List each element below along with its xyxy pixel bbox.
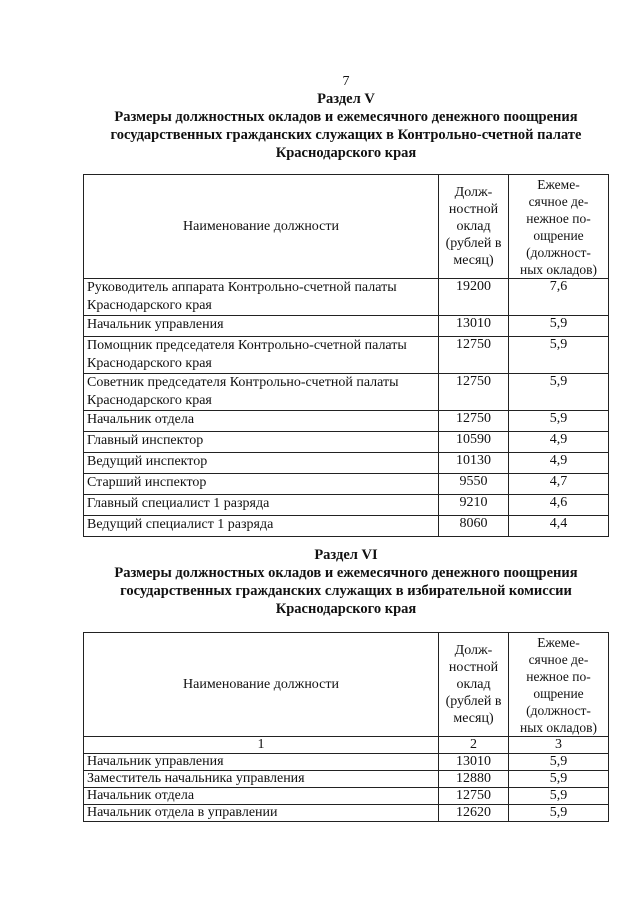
table-header-row [84, 175, 609, 279]
section-6-subtitle-line: государственных гражданских служащих в избирательной комиссии [120, 583, 572, 599]
bonus-cell: 5,9 [509, 788, 609, 805]
bonus-cell: 5,9 [509, 337, 609, 374]
table-row [84, 316, 609, 337]
header-salary: Долж- ностной оклад (рублей в месяц) [439, 175, 509, 279]
table-row [84, 337, 609, 374]
bonus-cell: 4,6 [509, 495, 609, 516]
position-name-cell: Начальник отдела [84, 788, 439, 805]
position-name-cell: Начальник управления [84, 316, 439, 337]
bonus-cell: 5,9 [509, 411, 609, 432]
section-5-heading [80, 90, 612, 162]
bonus-cell: 4,7 [509, 474, 609, 495]
header-monthly-bonus: Ежеме- сячное де- нежное по- ощрение (должност- ных окладов) [509, 175, 609, 279]
column-number: 2 [439, 737, 509, 754]
salary-cell: 13010 [439, 754, 509, 771]
section-5-subtitle-line: государственных гражданских служащих в Контрольно-счетной палате [110, 127, 582, 143]
salary-cell: 13010 [439, 316, 509, 337]
position-name-cell: Главный специалист 1 разряда [84, 495, 439, 516]
section-6-heading [80, 546, 612, 618]
header-position-name: Наименование должности [84, 633, 439, 737]
page-number: 7 [342, 74, 350, 89]
position-name-cell: Начальник отдела [84, 411, 439, 432]
salary-cell: 8060 [439, 516, 509, 537]
table-header-row [84, 633, 609, 737]
position-name-cell: Ведущий инспектор [84, 453, 439, 474]
bonus-cell: 5,9 [509, 374, 609, 411]
bonus-cell: 4,9 [509, 453, 609, 474]
section-5-title: Раздел V [317, 91, 375, 107]
salary-cell: 9550 [439, 474, 509, 495]
position-name-cell: Ведущий специалист 1 разряда [84, 516, 439, 537]
bonus-cell: 5,9 [509, 754, 609, 771]
bonus-cell: 7,6 [509, 279, 609, 316]
position-name-cell: Заместитель начальника управления [84, 771, 439, 788]
position-name-cell: Главный инспектор [84, 432, 439, 453]
table-row [84, 771, 609, 788]
section-5-subtitle-line: Размеры должностных окладов и ежемесячного денежного поощрения [114, 109, 578, 125]
column-number: 3 [509, 737, 609, 754]
salary-cell: 12620 [439, 805, 509, 822]
position-name-cell: Руководитель аппарата Контрольно-счетной палаты Краснодарского края [84, 279, 439, 316]
table-row [84, 411, 609, 432]
salary-cell: 19200 [439, 279, 509, 316]
bonus-cell: 4,4 [509, 516, 609, 537]
salary-cell: 12750 [439, 337, 509, 374]
salary-cell: 12750 [439, 374, 509, 411]
section-6-subtitle-line: Краснодарского края [275, 601, 417, 617]
table-row [84, 805, 609, 822]
position-name-cell: Начальник отдела в управлении [84, 805, 439, 822]
table-row [84, 432, 609, 453]
position-name-cell: Начальник управления [84, 754, 439, 771]
table-row [84, 495, 609, 516]
salary-cell: 9210 [439, 495, 509, 516]
table-row [84, 516, 609, 537]
bonus-cell: 5,9 [509, 771, 609, 788]
salary-cell: 10130 [439, 453, 509, 474]
bonus-cell: 5,9 [509, 805, 609, 822]
column-number: 1 [84, 737, 439, 754]
salary-cell: 12880 [439, 771, 509, 788]
position-name-cell: Помощник председателя Контрольно-счетной палаты Краснодарского края [84, 337, 439, 374]
header-salary: Долж- ностной оклад (рублей в месяц) [439, 633, 509, 737]
table-row [84, 474, 609, 495]
position-name-cell: Советник председателя Контрольно-счетной палаты Краснодарского края [84, 374, 439, 411]
table-row [84, 374, 609, 411]
salary-cell: 12750 [439, 411, 509, 432]
bonus-cell: 5,9 [509, 316, 609, 337]
bonus-cell: 4,9 [509, 432, 609, 453]
header-monthly-bonus: Ежеме- сячное де- нежное по- ощрение (должност- ных окладов) [509, 633, 609, 737]
table-row [84, 279, 609, 316]
table-row [84, 788, 609, 805]
header-position-name: Наименование должности [84, 175, 439, 279]
section-6-title: Раздел VI [314, 547, 378, 563]
table-row [84, 453, 609, 474]
section-5-subtitle-line: Краснодарского края [275, 145, 417, 161]
salary-cell: 12750 [439, 788, 509, 805]
section-6-salary-table [83, 632, 609, 822]
table-row [84, 754, 609, 771]
section-6-subtitle-line: Размеры должностных окладов и ежемесячного денежного поощрения [114, 565, 578, 581]
salary-cell: 10590 [439, 432, 509, 453]
column-number-row [84, 737, 609, 754]
section-5-salary-table [83, 174, 609, 537]
position-name-cell: Старший инспектор [84, 474, 439, 495]
